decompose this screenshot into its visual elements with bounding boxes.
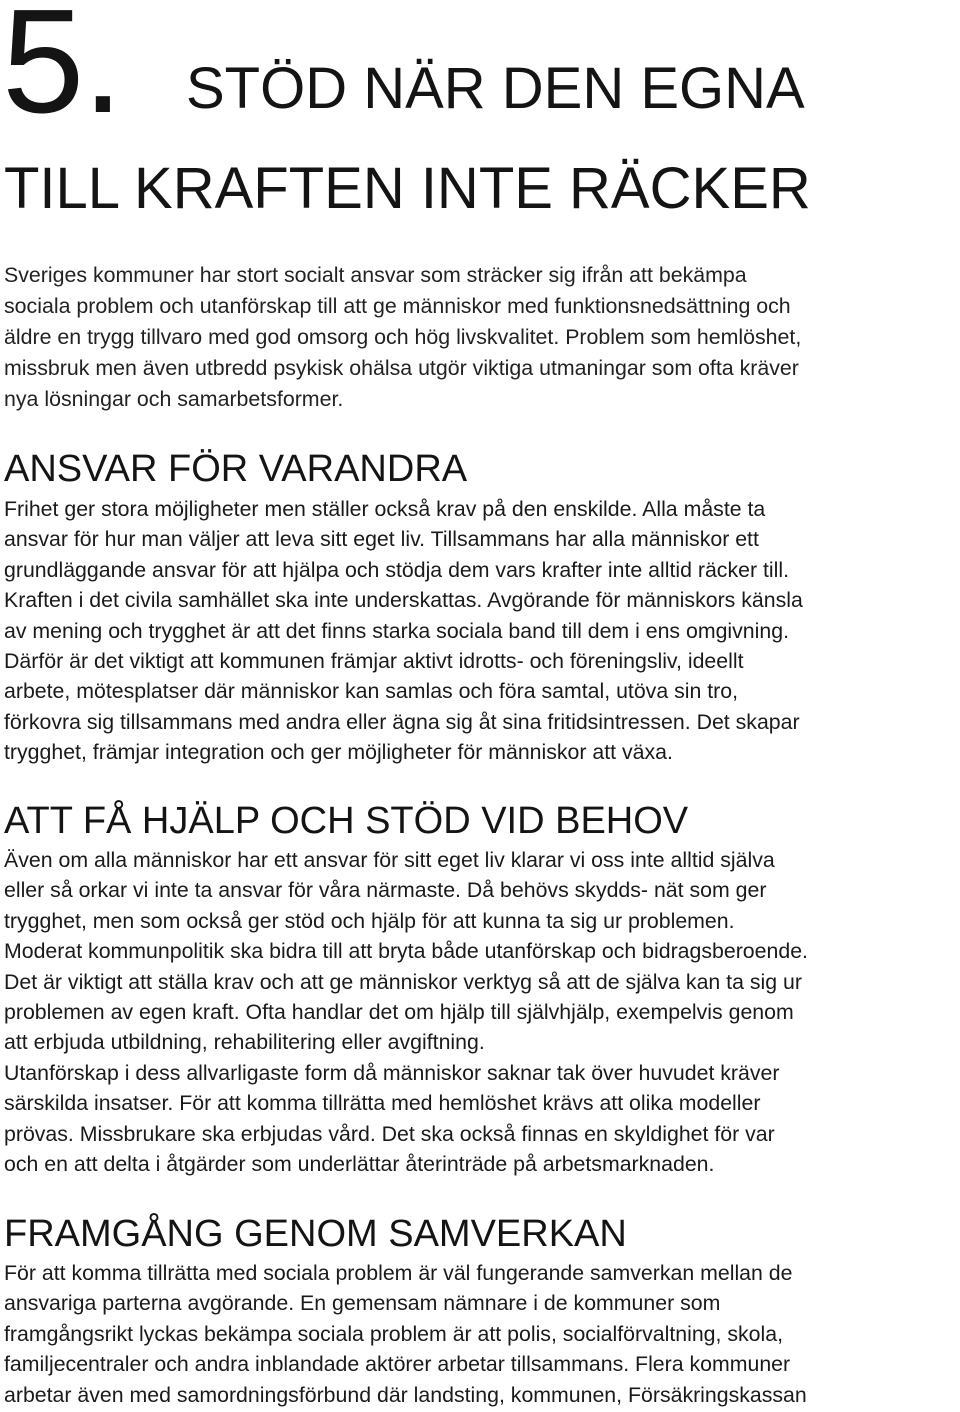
intro-line: äldre en trygg tillvaro med god omsorg och hög livskvalitet. Problem som hemlöshet, [4,325,802,349]
section-heading-ansvar: ANSVAR FÖR VARANDRA [4,448,468,490]
body-line: Frihet ger stora möjligheter men ställer också krav på den enskilde. Alla måste ta [4,497,766,521]
body-line: arbetar även med samordningsförbund där landsting, kommunen, Försäkringskassan [4,1382,807,1407]
body-line: trygghet, främjar integration och ger möjligheter för människor att växa. [4,740,673,765]
body-line: av mening och trygghet är att det finns starka sociala band till dem i ens omgivning. [4,618,790,643]
body-line: Moderat kommunpolitik ska bidra till att bryta både utanförskap och bidragsberoende. [4,939,808,964]
section-body-ansvar [4,494,960,768]
body-line: förkovra sig tillsammans med andra eller ägna sig åt sina fritidsintressen. Det skapar [4,709,800,734]
body-line: arbete, mötesplatser där människor kan samlas och föra samtal, utöva sin tro, [4,679,739,704]
body-line: problemen av egen kraft. Ofta handlar det om hjälp till självhjälp, exempelvis genom [4,1000,794,1025]
body-line: särskilda insatser. För att komma tillrätta med hemlöshet krävs att olika modeller [4,1091,761,1116]
body-line: ansvar för hur man väljer att leva sitt eget liv. Tillsammans har alla människor ett [4,527,759,552]
body-line: Kraften i det civila samhället ska inte underskattas. Avgörande för människors känsla [4,588,803,613]
section-body-hjalp [4,845,960,1179]
body-line: Utanförskap i dess allvarligaste form då människor saknar tak över huvudet kräver [4,1060,780,1085]
chapter-title-line-1: STÖD NÄR DEN EGNA [186,56,805,121]
section-heading-hjalp: ATT FÅ HJÄLP OCH STÖD VID BEHOV [4,800,689,842]
body-line: Därför är det viktigt att kommunen främjar aktivt idrotts- och föreningsliv, ideellt [4,649,744,674]
section-body-samverkan [4,1258,960,1410]
body-line: familjecentraler och andra inblandade aktörer arbetar tillsammans. Flera kommuner [4,1352,791,1377]
intro-line: missbruk men även utbredd psykisk ohälsa utgör viktiga utmaningar som ofta kräver [4,356,799,380]
body-line: ansvariga parterna avgörande. En gemensam nämnare i de kommuner som [4,1291,721,1316]
body-line: framgångsrikt lyckas bekämpa sociala problem är att polis, socialförvaltning, skola, [4,1321,784,1346]
chapter-number: 5. [2,0,122,144]
body-line: trygghet, men som också ger stöd och hjälp för att kunna ta sig ur problemen. [4,908,735,933]
chapter-title-line-2: TILL KRAFTEN INTE RÄCKER [4,156,811,221]
intro-line: nya lösningar och samarbetsformer. [4,387,344,411]
body-line: att erbjuda utbildning, rehabilitering eller avgiftning. [4,1030,485,1055]
body-line: och en att delta i åtgärder som underlättar återinträde på arbetsmarknaden. [4,1152,715,1177]
section-heading-samverkan: FRAMGÅNG GENOM SAMVERKAN [4,1213,627,1255]
body-line: prövas. Missbrukare ska erbjudas vård. Det ska också finnas en skyldighet för var [4,1121,775,1146]
body-line: För att komma tillrätta med sociala problem är väl fungerande samverkan mellan de [4,1261,793,1285]
intro-line: sociala problem och utanförskap till att ge människor med funktionsnedsättning och [4,294,791,318]
body-line: grundläggande ansvar för att hjälpa och stödja dem vars krafter inte alltid räcker till. [4,557,790,582]
body-line: Även om alla människor har ett ansvar för sitt eget liv klarar vi oss inte alltid själva [4,848,775,872]
intro-paragraph [4,260,960,415]
intro-line: Sveriges kommuner har stort socialt ansvar som sträcker sig ifrån att bekämpa [4,263,747,287]
body-line: eller så orkar vi inte ta ansvar för våra närmaste. Då behövs skydds- nät som ger [4,878,767,903]
body-line: Det är viktigt att ställa krav och att ge människor verktyg så att de själva kan ta sig ur [4,969,802,994]
